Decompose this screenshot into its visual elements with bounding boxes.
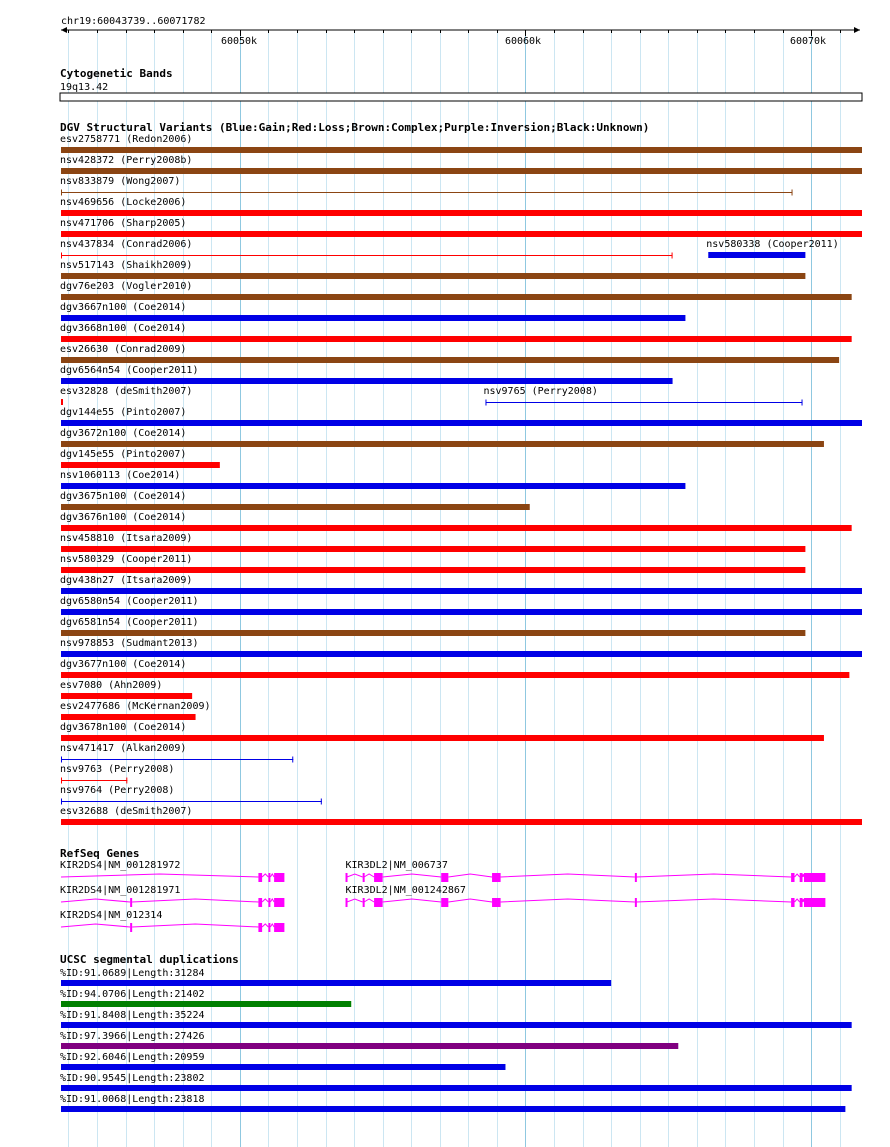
gene-exon[interactable] — [130, 923, 132, 932]
dgv-feature-label: nsv437834 (Conrad2006) — [60, 239, 193, 250]
dgv-feature-label: dgv6581n54 (Cooper2011) — [60, 617, 199, 628]
dgv-feature-label: nsv580329 (Cooper2011) — [60, 554, 193, 565]
gene-exon[interactable] — [363, 898, 365, 907]
gene-label: KIR2DS4|NM_001281972 — [60, 860, 181, 871]
gene-exon[interactable] — [804, 898, 825, 907]
dgv-feature-label: nsv471417 (Alkan2009) — [60, 743, 187, 754]
dgv-feature-bar[interactable] — [61, 273, 805, 279]
gene-intron — [636, 899, 791, 902]
dgv-feature-bar[interactable] — [61, 294, 852, 300]
dgv-feature-bar[interactable] — [61, 336, 852, 342]
gene-intron — [803, 874, 804, 877]
cytoband-track[interactable] — [60, 67, 862, 101]
gene-exon[interactable] — [268, 923, 270, 932]
gene-exon[interactable] — [258, 898, 262, 907]
gene-exon[interactable] — [441, 898, 448, 907]
dgv-feature-label: dgv3676n100 (Coe2014) — [60, 512, 187, 523]
gene-exon[interactable] — [374, 898, 383, 907]
gene-exon[interactable] — [258, 923, 262, 932]
gene-exon[interactable] — [346, 873, 348, 882]
dgv-feature-label: dgv145e55 (Pinto2007) — [60, 449, 187, 460]
dgv-feature-label: nsv458810 (Itsara2009) — [60, 533, 193, 544]
dgv-feature-bar[interactable] — [61, 210, 862, 216]
gene-exon[interactable] — [635, 898, 637, 907]
segdup-bar[interactable] — [61, 1022, 852, 1028]
gene-intron — [61, 924, 130, 927]
ruler-left-arrow-icon — [61, 27, 67, 33]
dgv-feature-bar[interactable] — [61, 651, 862, 657]
gene-label: KIR3DL2|NM_006737 — [345, 860, 448, 871]
cytoband-track-title: Cytogenetic Bands — [60, 67, 173, 80]
dgv-feature-label: dgv3667n100 (Coe2014) — [60, 302, 187, 313]
dgv-feature-label: esv26630 (Conrad2009) — [60, 344, 187, 355]
gene-exon[interactable] — [791, 873, 794, 882]
dgv-feature-label: dgv6564n54 (Cooper2011) — [60, 365, 199, 376]
dgv-feature-label: nsv833879 (Wong2007) — [60, 176, 181, 187]
dgv-feature-label: nsv9763 (Perry2008) — [60, 764, 175, 775]
dgv-feature-label: dgv3675n100 (Coe2014) — [60, 491, 187, 502]
gene-exon[interactable] — [374, 873, 383, 882]
dgv-feature-label: nsv580338 (Cooper2011) — [706, 239, 839, 250]
tick-label: 60060k — [504, 36, 542, 47]
gene-label: KIR2DS4|NM_001281971 — [60, 885, 181, 896]
gene-intron — [795, 899, 800, 902]
tick-label: 60070k — [789, 36, 827, 47]
gene-exon[interactable] — [800, 898, 803, 907]
gene-exon[interactable] — [268, 873, 270, 882]
dgv-feature-bar[interactable] — [61, 357, 839, 363]
segdup-bar[interactable] — [61, 1043, 678, 1049]
segdup-track[interactable] — [60, 953, 852, 1112]
dgv-feature-label: nsv471706 (Sharp2005) — [60, 218, 187, 229]
dgv-feature-bar[interactable] — [61, 441, 824, 447]
dgv-feature-bar[interactable] — [61, 630, 805, 636]
gene-intron — [364, 899, 374, 902]
gene-label: KIR3DL2|NM_001242867 — [345, 885, 466, 896]
segdup-bar[interactable] — [61, 1064, 505, 1070]
dgv-feature-label: dgv144e55 (Pinto2007) — [60, 407, 187, 418]
segdup-label: %ID:91.0689|Length:31284 — [60, 968, 205, 979]
dgv-track[interactable] — [60, 121, 862, 825]
dgv-feature-bar[interactable] — [61, 315, 685, 321]
dgv-feature-bar[interactable] — [61, 819, 862, 825]
gene-intron — [270, 924, 274, 927]
dgv-feature-bar[interactable] — [61, 714, 196, 720]
dgv-feature-bar[interactable] — [61, 504, 530, 510]
segdup-track-title: UCSC segmental duplications — [60, 953, 239, 966]
segdup-bar[interactable] — [61, 1106, 845, 1112]
gene-exon[interactable] — [804, 873, 825, 882]
dgv-feature-label: nsv469656 (Locke2006) — [60, 197, 187, 208]
gene-intron — [61, 899, 130, 902]
cytoband-glyph[interactable] — [60, 93, 862, 101]
segdup-bar[interactable] — [61, 1001, 351, 1007]
refseq-features[interactable] — [60, 860, 825, 932]
cytoband-label: 19q13.42 — [60, 82, 109, 93]
dgv-feature-bar[interactable] — [61, 462, 220, 468]
dgv-feature-label: dgv3668n100 (Coe2014) — [60, 323, 187, 334]
refseq-track[interactable] — [60, 847, 825, 932]
ruler-right-arrow-icon — [854, 27, 860, 33]
gene-intron — [61, 874, 258, 877]
gene-intron — [270, 874, 274, 877]
dgv-feature-bar[interactable] — [61, 546, 805, 552]
segdup-label: %ID:91.8408|Length:35224 — [60, 1010, 205, 1021]
dgv-feature-label: dgv76e203 (Vogler2010) — [60, 281, 193, 292]
segdup-bar[interactable] — [61, 980, 611, 986]
gene-label: KIR2DS4|NM_012314 — [60, 910, 163, 921]
gene-exon[interactable] — [635, 873, 637, 882]
dgv-feature-label: esv2758771 (Redon2006) — [60, 134, 193, 145]
gene-exon[interactable] — [800, 873, 803, 882]
segdup-label: %ID:92.6046|Length:20959 — [60, 1052, 205, 1063]
tick-label: 60050k — [220, 36, 258, 47]
gene-exon[interactable] — [363, 873, 365, 882]
dgv-feature-bar[interactable] — [61, 567, 805, 573]
location-label: chr19:60043739..60071782 — [61, 16, 206, 27]
dgv-feature-bar[interactable] — [61, 588, 862, 594]
gene-intron — [132, 899, 258, 902]
gene-intron — [262, 874, 268, 877]
dgv-feature-bar[interactable] — [708, 252, 805, 258]
gene-intron — [262, 924, 268, 927]
gene-intron — [364, 874, 374, 877]
dgv-feature-bar[interactable] — [61, 525, 852, 531]
dgv-feature-label: dgv3678n100 (Coe2014) — [60, 722, 187, 733]
dgv-feature-label: dgv6580n54 (Cooper2011) — [60, 596, 199, 607]
gene-exon[interactable] — [274, 898, 284, 907]
gene-exon[interactable] — [274, 923, 284, 932]
dgv-track-title: DGV Structural Variants (Blue:Gain;Red:Loss;Brown:Complex;Purple:Inversion;Black:Unknown) — [60, 121, 650, 134]
gene-intron — [262, 899, 268, 902]
gene-exon[interactable] — [791, 898, 794, 907]
dgv-feature-bar[interactable] — [61, 147, 862, 153]
gene-intron — [132, 924, 258, 927]
gene-exon[interactable] — [346, 898, 348, 907]
dgv-feature-label: nsv9764 (Perry2008) — [60, 785, 175, 796]
dgv-feature-label: esv32828 (deSmith2007) — [60, 386, 193, 397]
segdup-features[interactable] — [60, 968, 852, 1112]
dgv-feature-label: dgv3677n100 (Coe2014) — [60, 659, 187, 670]
dgv-feature-bar[interactable] — [61, 735, 824, 741]
dgv-feature-bar[interactable] — [61, 483, 685, 489]
dgv-feature-bar[interactable] — [61, 672, 849, 678]
gene-exon[interactable] — [274, 873, 284, 882]
dgv-feature-bar[interactable] — [61, 168, 862, 174]
segdup-bar[interactable] — [61, 1085, 852, 1091]
dgv-feature-bar[interactable] — [61, 399, 63, 405]
dgv-feature-label: esv2477686 (McKernan2009) — [60, 701, 211, 712]
dgv-feature-label: nsv978853 (Sudmant2013) — [60, 638, 199, 649]
segdup-label: %ID:97.3966|Length:27426 — [60, 1031, 205, 1042]
segdup-label: %ID:90.9545|Length:23802 — [60, 1073, 205, 1084]
dgv-feature-label: dgv438n27 (Itsara2009) — [60, 575, 193, 586]
gene-intron — [501, 874, 635, 877]
dgv-feature-bar[interactable] — [61, 693, 192, 699]
gene-exon[interactable] — [492, 873, 501, 882]
segdup-label: %ID:94.0706|Length:21402 — [60, 989, 205, 1000]
dgv-feature-label: esv7080 (Ahn2009) — [60, 680, 163, 691]
gene-intron — [270, 899, 274, 902]
dgv-features[interactable] — [60, 134, 862, 825]
dgv-feature-bar[interactable] — [61, 231, 862, 237]
gene-intron — [636, 874, 791, 877]
gene-exon[interactable] — [258, 873, 262, 882]
gene-intron — [448, 874, 492, 877]
gene-exon[interactable] — [130, 898, 132, 907]
dgv-feature-label: nsv1060113 (Coe2014) — [60, 470, 181, 481]
gene-intron — [795, 874, 800, 877]
dgv-feature-label: esv32688 (deSmith2007) — [60, 806, 193, 817]
gene-intron — [803, 899, 804, 902]
segdup-label: %ID:91.0068|Length:23818 — [60, 1094, 205, 1105]
gene-exon[interactable] — [441, 873, 448, 882]
ruler-ticks — [69, 30, 841, 36]
dgv-feature-label: nsv517143 (Shaikh2009) — [60, 260, 193, 271]
refseq-track-title: RefSeq Genes — [60, 847, 140, 860]
gene-intron — [501, 899, 635, 902]
dgv-feature-bar[interactable] — [61, 609, 862, 615]
dgv-feature-label: nsv428372 (Perry2008b) — [60, 155, 193, 166]
dgv-feature-bar[interactable] — [61, 420, 862, 426]
dgv-feature-bar[interactable] — [61, 378, 673, 384]
gene-intron — [448, 899, 492, 902]
ruler-track — [61, 16, 860, 47]
dgv-feature-label: dgv3672n100 (Coe2014) — [60, 428, 187, 439]
gene-exon[interactable] — [492, 898, 501, 907]
dgv-feature-label: nsv9765 (Perry2008) — [483, 386, 598, 397]
gene-exon[interactable] — [268, 898, 270, 907]
